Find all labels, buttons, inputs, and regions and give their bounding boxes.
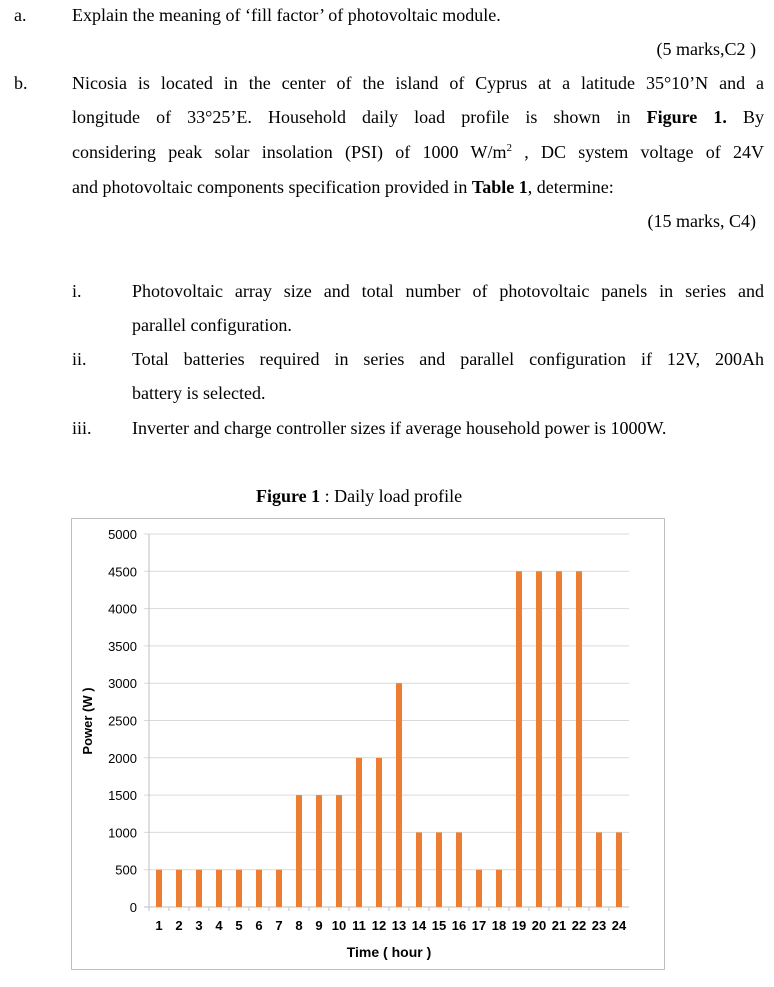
x-tick-label: 5 — [235, 918, 243, 933]
sub-item-i-label: i. — [72, 281, 82, 301]
x-tick-label: 16 — [451, 918, 467, 933]
x-tick-label: 2 — [175, 918, 183, 933]
bar-hour-17 — [476, 870, 482, 907]
bar-hour-13 — [396, 683, 402, 907]
y-tick-label: 2000 — [108, 750, 137, 766]
sub-item-iii-line-1: Inverter and charge controller sizes if average household power is 1000W. — [132, 418, 667, 438]
x-tick-label: 18 — [491, 918, 507, 933]
x-tick-label: 6 — [255, 918, 263, 933]
sub-item-ii-line-2: battery is selected. — [132, 383, 266, 403]
bar-hour-12 — [376, 758, 382, 907]
x-tick-label: 15 — [431, 918, 447, 933]
x-tick-label: 14 — [411, 918, 427, 933]
part-a-question: Explain the meaning of ‘fill factor’ of photovoltaic module. — [72, 5, 501, 25]
bar-hour-5 — [236, 870, 242, 907]
bar-hour-18 — [496, 870, 502, 907]
y-tick-label: 0 — [129, 900, 137, 915]
part-b-line-3: considering peak solar insolation (PSI) of 1000 $W/m^2$ , DC system voltage of 24V — [72, 142, 765, 162]
chart-container — [71, 518, 665, 970]
x-axis-label: Time ( hour ) — [346, 944, 432, 960]
bar-hour-2 — [176, 870, 182, 907]
bar-hour-15 — [436, 832, 442, 907]
x-tick-label: 1 — [155, 918, 163, 933]
part-a-marks: (5 marks,C2 ) — [656, 39, 756, 59]
bar-hour-24 — [616, 832, 622, 907]
bar-hour-20 — [536, 571, 542, 907]
y-tick-label: 3500 — [108, 638, 137, 654]
table-reference: Table 1 — [471, 177, 528, 197]
bar-hour-6 — [256, 870, 262, 907]
figure-title: Figure 1 : Daily load profile — [256, 486, 463, 506]
y-axis-label: Power (W ) — [80, 687, 95, 755]
bar-hour-7 — [276, 870, 282, 907]
x-tick-label: 20 — [531, 918, 547, 933]
y-tick-label: 1500 — [108, 788, 137, 804]
bar-hour-4 — [216, 870, 222, 907]
x-tick-label: 10 — [331, 918, 347, 933]
part-b-line-1: Nicosia is located in the center of the island of Cyprus at a latitude 35°10’N and a — [72, 73, 764, 93]
x-tick-label: 17 — [471, 918, 487, 933]
sub-item-i-line-1: Photovoltaic array size and total number of photovoltaic panels in series and — [132, 281, 764, 301]
bar-hour-10 — [336, 795, 342, 907]
x-tick-label: 4 — [215, 918, 223, 933]
bar-hour-16 — [456, 832, 462, 907]
y-tick-label: 500 — [115, 862, 137, 878]
part-a-label: a. — [14, 5, 27, 25]
part-b-line-4: and photovoltaic components specification provided in Table 1, determine: — [72, 177, 614, 197]
bar-hour-1 — [156, 870, 162, 907]
part-b-marks: (15 marks, C4) — [647, 211, 756, 231]
y-tick-label: 1000 — [108, 825, 137, 841]
x-tick-label: 3 — [195, 918, 203, 933]
x-tick-label: 7 — [275, 918, 283, 933]
bar-hour-14 — [416, 832, 422, 907]
x-tick-label: 24 — [611, 918, 627, 933]
bar-hour-3 — [196, 870, 202, 907]
x-tick-label: 8 — [295, 918, 303, 933]
load-profile-chart — [72, 519, 664, 969]
y-tick-label: 2500 — [108, 713, 137, 729]
sub-item-i-line-2: parallel configuration. — [132, 315, 292, 335]
bar-hour-22 — [576, 571, 582, 907]
y-tick-label: 4000 — [108, 601, 137, 617]
sub-item-ii-label: ii. — [72, 349, 87, 369]
bar-hour-9 — [316, 795, 322, 907]
x-tick-label: 13 — [391, 918, 407, 933]
figure-reference: Figure 1. — [646, 107, 727, 127]
part-b-label: b. — [14, 73, 28, 93]
y-tick-label: 5000 — [108, 527, 137, 542]
part-b-line-2: longitude of 33°25’E. Household daily load profile is shown in Figure 1. By — [72, 107, 764, 127]
bar-hour-8 — [296, 795, 302, 907]
bar-hour-21 — [556, 571, 562, 907]
x-tick-label: 21 — [551, 918, 567, 933]
x-tick-label: 22 — [571, 918, 587, 933]
bar-hour-23 — [596, 832, 602, 907]
sub-item-ii-line-1: Total batteries required in series and parallel configuration if 12V, 200Ah — [132, 349, 764, 369]
x-tick-label: 12 — [371, 918, 387, 933]
x-tick-label: 9 — [315, 918, 323, 933]
bar-hour-19 — [516, 571, 522, 907]
x-tick-label: 19 — [511, 918, 527, 933]
bar-hour-11 — [356, 758, 362, 907]
y-tick-label: 4500 — [108, 564, 137, 580]
x-tick-label: 23 — [591, 918, 607, 933]
sub-item-iii-label: iii. — [72, 418, 92, 438]
y-tick-label: 3000 — [108, 676, 137, 692]
x-tick-label: 11 — [352, 918, 366, 933]
